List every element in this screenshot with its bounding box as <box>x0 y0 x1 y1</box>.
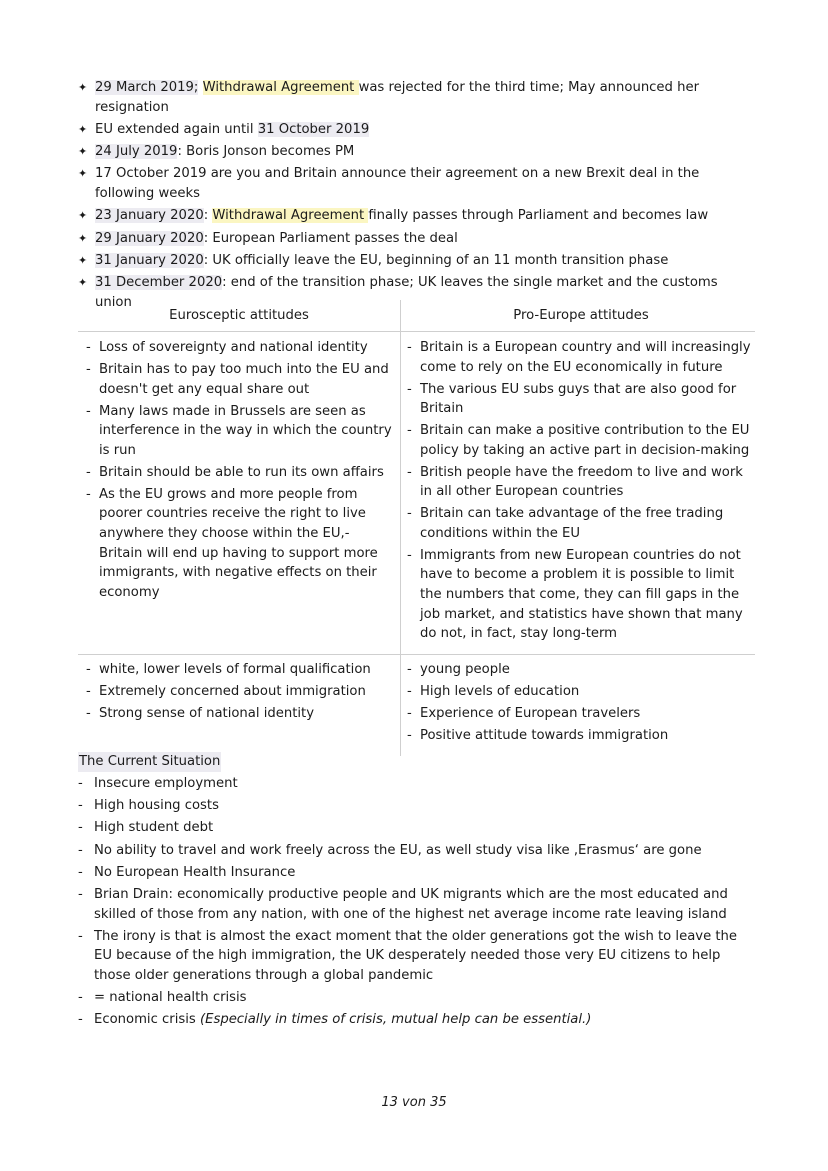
current-situation-section <box>78 752 758 1033</box>
attitude-item: - Experience of European travelers <box>407 704 751 724</box>
timeline-list <box>78 78 758 315</box>
star-bullet-icon: ✦ <box>78 253 88 267</box>
arguments-row <box>78 332 755 655</box>
attitude-item: - Britain should be able to run its own affairs <box>86 463 396 483</box>
attitude-item: - Britain is a European country and will increasingly come to rely on the EU economically in future <box>407 338 751 377</box>
situation-text: No ability to travel and work freely across the EU, as well study visa like ‚Erasmus‘ are gone <box>94 842 702 858</box>
star-bullet-icon: ✦ <box>78 276 88 290</box>
date-highlight: 31 December 2020 <box>95 275 223 291</box>
situation-text: No European Health Insurance <box>94 864 296 880</box>
attitude-item: - High levels of education <box>407 682 751 702</box>
timeline-item <box>78 120 758 140</box>
star-bullet-icon: ✦ <box>78 231 88 245</box>
situation-item <box>78 988 758 1008</box>
term-highlight: Withdrawal Agreement <box>202 80 359 95</box>
attitude-item: - Extremely concerned about immigration <box>86 682 396 702</box>
attitude-item: - Britain can make a positive contribution to the EU policy by taking an active part in decision-making <box>407 421 751 460</box>
date-highlight: 31 October 2019 <box>257 121 370 137</box>
situation-item <box>78 885 758 924</box>
timeline-item <box>78 206 758 226</box>
current-situation-list <box>78 774 758 1030</box>
situation-item <box>78 863 758 883</box>
situation-item <box>78 796 758 816</box>
attitude-item: - Many laws made in Brussels are seen as interference in the way in which the country is run <box>86 402 396 461</box>
star-bullet-icon: ✦ <box>78 145 88 159</box>
situation-text: Economic crisis <box>94 1012 200 1028</box>
attitude-item: - Britain can take advantage of the free trading conditions within the EU <box>407 504 751 543</box>
date-highlight: 29 January 2020 <box>95 230 204 246</box>
timeline-text: was rejected for the third time; May announced her resignation <box>95 80 700 115</box>
eurosceptic-header: Eurosceptic attitudes <box>78 300 401 332</box>
situation-text: = national health crisis <box>94 990 247 1006</box>
situation-item <box>78 1010 758 1030</box>
attitude-item: - Immigrants from new European countries do not have to become a problem it is possible to limit the numbers that come, they can fill gaps in the job market, and statistics have shown that many do not, in fact, stay long-term <box>407 546 751 644</box>
timeline-item <box>78 251 758 271</box>
date-highlight: 31 January 2020 <box>95 252 204 268</box>
attitude-item: - white, lower levels of formal qualification <box>86 660 396 680</box>
timeline-text: : <box>203 208 213 224</box>
term-highlight: Withdrawal Agreement <box>212 208 369 224</box>
attitude-item: - As the EU grows and more people from poorer countries receive the right to live anywhere they choose within the EU,- Britain will end up having to support more immigrants, with negative effects on their economy <box>86 485 396 603</box>
timeline-text: EU extended again until <box>95 121 258 137</box>
timeline-text: : UK officially leave the EU, beginning of an 11 month transition phase <box>203 252 669 268</box>
attitude-item: - British people have the freedom to live and work in all other European countries <box>407 463 751 502</box>
timeline-text: : Boris Jonson becomes PM <box>177 144 355 160</box>
timeline-item <box>78 142 758 162</box>
attitude-item: - Britain has to pay too much into the EU and doesn't get any equal share out <box>86 360 396 399</box>
timeline-item <box>78 229 758 249</box>
page-number: 13 von 35 <box>381 1095 447 1110</box>
pro-europe-arguments <box>407 338 751 644</box>
current-situation-title: The Current Situation <box>78 752 221 772</box>
situation-text: High student debt <box>94 820 214 836</box>
situation-item <box>78 927 758 986</box>
supporters-row <box>78 655 755 756</box>
pro-europe-header: Pro-Europe attitudes <box>513 307 649 323</box>
attitude-item: - young people <box>407 660 751 680</box>
star-bullet-icon: ✦ <box>78 122 88 136</box>
timeline-text: finally passes through Parliament and becomes law <box>368 208 709 224</box>
situation-item <box>78 774 758 794</box>
timeline-item <box>78 164 758 203</box>
situation-note: (Especially in times of crisis, mutual help can be essential.) <box>199 1012 592 1028</box>
situation-item <box>78 818 758 838</box>
star-bullet-icon: ✦ <box>78 167 88 181</box>
situation-text: The irony is that is almost the exact moment that the older generations got the wish to leave the EU because of the high immigration, the UK desperately needed those very EU citizens to help those older generations through a global pandemic <box>94 928 738 983</box>
timeline-text: 17 October 2019 are you and Britain announce their agreement on a new Brexit deal in the following weeks <box>95 166 700 202</box>
attitudes-table <box>78 300 755 756</box>
situation-text: High housing costs <box>94 798 219 814</box>
situation-text: Insecure employment <box>94 776 238 792</box>
date-highlight: 23 January 2020 <box>95 208 204 224</box>
eurosceptic-supporters <box>86 660 396 724</box>
attitude-item: - Positive attitude towards immigration <box>407 726 751 746</box>
date-highlight: 24 July 2019 <box>95 144 178 160</box>
timeline-item <box>78 78 758 117</box>
eurosceptic-arguments <box>86 338 396 602</box>
timeline-text <box>198 80 202 95</box>
star-bullet-icon: ✦ <box>78 81 88 94</box>
attitude-item: - The various EU subs guys that are also good for Britain <box>407 380 751 419</box>
pro-europe-supporters <box>407 660 751 746</box>
timeline-text: : end of the transition phase; UK leaves the single market and the customs union <box>95 275 718 310</box>
date-highlight: 29 March 2019; <box>95 80 199 95</box>
attitude-item: - Loss of sovereignty and national identity <box>86 338 396 358</box>
star-bullet-icon: ✦ <box>78 209 88 223</box>
situation-item <box>78 841 758 861</box>
timeline-text: : European Parliament passes the deal <box>203 230 458 246</box>
attitude-item: - Strong sense of national identity <box>86 704 396 724</box>
situation-text: Brian Drain: economically productive people and UK migrants which are the most educated and skilled of those from any nation, with one of the highest net average income rate leaving island <box>94 887 728 922</box>
